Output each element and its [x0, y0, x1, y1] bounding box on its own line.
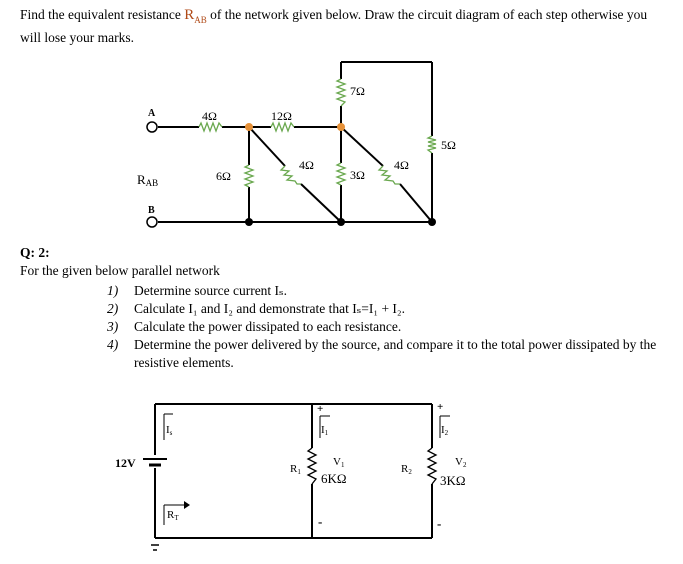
list-item-number: 3)	[107, 319, 119, 334]
node-a-label: A	[148, 108, 156, 119]
resistor-7-label: 7Ω	[350, 84, 365, 98]
r2-value: 3KΩ	[440, 473, 466, 488]
list-item-number: 4)	[107, 337, 119, 352]
resistor-4-top-label: 4Ω	[202, 109, 217, 123]
resistor-5-label: 5Ω	[441, 138, 456, 152]
v2-label: V2	[455, 456, 467, 469]
is-label: Is	[166, 424, 173, 437]
rt-label: RT	[167, 509, 179, 522]
resistor-3-label: 3Ω	[350, 168, 365, 182]
i1-label: I1	[321, 424, 329, 437]
v1-label: V1	[333, 456, 345, 469]
node-b-label: B	[148, 205, 155, 216]
i2-label: I2	[441, 424, 449, 437]
rab-circuit-label: RAB	[137, 172, 159, 188]
question-1-text-before: Find the equivalent resistance	[20, 7, 185, 22]
question-1-text-after: of the network given below. Draw the circuit diagram of each step otherwise you will lose your marks.	[20, 7, 648, 45]
question-2-title: Q: 2:	[20, 245, 50, 260]
list-item-text: Determine source current Iₛ.	[134, 283, 287, 298]
r1-plus-sign: +	[317, 403, 324, 415]
r1-label: R1	[290, 463, 301, 476]
rab-letter: R	[184, 7, 195, 23]
r2-plus-sign: +	[437, 401, 444, 413]
r2-label: R2	[401, 463, 412, 476]
resistor-4-mid-right-label: 4Ω	[394, 158, 409, 172]
resistor-12-label: 12Ω	[271, 109, 292, 123]
r1-value: 6KΩ	[321, 471, 347, 486]
list-item-text: Determine the power delivered by the source, and compare it to the total power dissipated by the resistive elements.	[134, 337, 657, 370]
resistor-4-mid-left-label: 4Ω	[299, 158, 314, 172]
list-item-number: 1)	[107, 283, 119, 298]
source-voltage-label: 12V	[115, 456, 136, 470]
question-2-intro: For the given below parallel network	[20, 263, 220, 278]
rt-arrowhead	[184, 501, 190, 509]
r2-minus-sign: -	[437, 516, 442, 531]
r1-minus-sign: -	[318, 514, 323, 529]
rab-subscript: AB	[194, 15, 207, 25]
list-item-text: Calculate I₁ and I₂ and demonstrate that Iₛ=I₁ + I₂.	[134, 301, 406, 316]
list-item-number: 2)	[107, 301, 119, 316]
resistor-r2-symbol	[428, 448, 436, 484]
list-item-text: Calculate the power dissipated to each resistance.	[134, 319, 402, 334]
resistor-6-label: 6Ω	[216, 169, 231, 183]
resistor-r1-symbol	[308, 448, 316, 484]
